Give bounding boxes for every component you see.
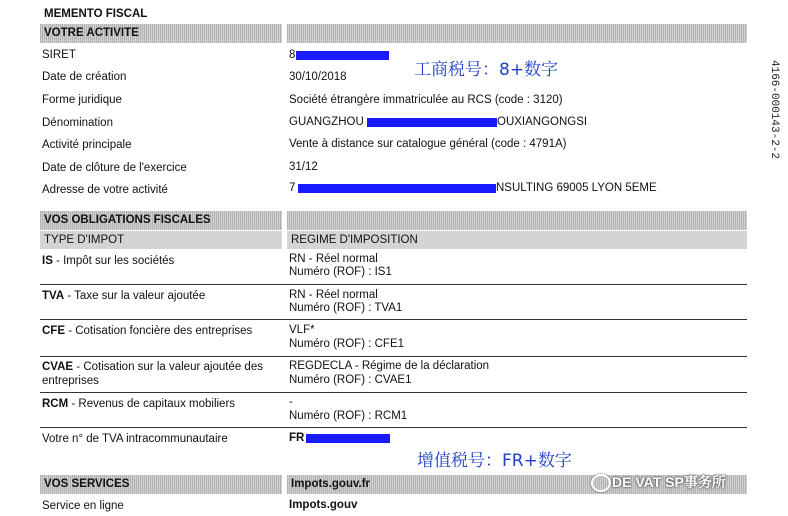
row-divider bbox=[40, 356, 747, 357]
value-adresse-prefix: 7 bbox=[289, 182, 296, 194]
label-forme-juridique: Forme juridique bbox=[42, 94, 122, 106]
services-header: VOS SERVICES bbox=[44, 478, 130, 490]
col-regime-imposition: REGIME D'IMPOSITION bbox=[291, 234, 418, 246]
row-cfe-type bbox=[42, 325, 252, 337]
cvae-rof: Numéro (ROF) : CVAE1 bbox=[289, 374, 412, 386]
value-forme-juridique: Société étrangère immatriculée au RCS (code : 3120) bbox=[289, 94, 563, 106]
siret-annotation: 工商税号：8+数字 bbox=[414, 60, 559, 80]
tva-intra-redaction bbox=[306, 434, 390, 443]
cfe-code: CFE bbox=[42, 325, 65, 337]
value-adresse-suffix: NSULTING 69005 LYON 5EME bbox=[496, 182, 657, 194]
tva-code: TVA bbox=[42, 290, 65, 302]
value-denomination-suffix: OUXIANGONGSI bbox=[497, 116, 588, 128]
cfe-regime: VLF* bbox=[289, 324, 315, 336]
rcm-regime: - bbox=[289, 396, 293, 408]
tva-regime: RN - Réel normal bbox=[289, 289, 378, 301]
cvae-code: CVAE bbox=[42, 361, 74, 373]
row-divider bbox=[40, 427, 747, 428]
cvae-desc-line2: entreprises bbox=[42, 375, 99, 387]
label-date-cloture: Date de clôture de l'exercice bbox=[42, 162, 187, 174]
col-type-impot: TYPE D'IMPOT bbox=[44, 234, 125, 246]
services-header-bar bbox=[40, 475, 282, 494]
is-rof: Numéro (ROF) : IS1 bbox=[289, 266, 392, 278]
label-date-creation: Date de création bbox=[42, 71, 127, 83]
tva-annotation: 增值税号：FR+数字 bbox=[417, 451, 572, 471]
label-adresse: Adresse de votre activité bbox=[42, 184, 168, 196]
services-header-value: Impots.gouv.fr bbox=[291, 478, 371, 490]
col-header-type bbox=[40, 231, 282, 249]
cfe-rof: Numéro (ROF) : CFE1 bbox=[289, 338, 405, 350]
row-divider bbox=[40, 319, 747, 320]
tva-desc: - Taxe sur la valeur ajoutée bbox=[64, 290, 206, 302]
denomination-redaction bbox=[367, 118, 497, 127]
obligations-header-bar bbox=[40, 211, 282, 230]
tva-rof: Numéro (ROF) : TVA1 bbox=[289, 302, 403, 314]
label-activite-principale: Activité principale bbox=[42, 139, 132, 151]
is-code: IS bbox=[42, 255, 53, 267]
rcm-code: RCM bbox=[42, 398, 69, 410]
col-header-regime bbox=[287, 231, 747, 249]
row-rcm-type bbox=[42, 398, 235, 410]
activite-header: VOTRE ACTIVITE bbox=[44, 27, 139, 39]
wechat-icon bbox=[591, 474, 611, 492]
value-siret: 8 bbox=[289, 49, 296, 61]
label-siret: SIRET bbox=[42, 49, 76, 61]
row-cvae-type bbox=[42, 361, 263, 373]
adresse-redaction bbox=[298, 184, 496, 193]
side-document-code: 4166-000143-2-2 bbox=[768, 60, 780, 160]
value-activite-principale: Vente à distance sur catalogue général (code : 4791A) bbox=[289, 138, 567, 150]
row-divider bbox=[40, 392, 747, 393]
cvae-regime: REGDECLA - Régime de la déclaration bbox=[289, 360, 490, 372]
label-denomination: Dénomination bbox=[42, 117, 113, 129]
value-date-cloture: 31/12 bbox=[289, 161, 318, 173]
is-regime: RN - Réel normal bbox=[289, 253, 378, 265]
row-divider bbox=[40, 284, 747, 285]
obligations-header: VOS OBLIGATIONS FISCALES bbox=[44, 214, 211, 226]
cvae-desc: - Cotisation sur la valeur ajoutée des bbox=[73, 361, 263, 373]
is-desc: - Impôt sur les sociétés bbox=[52, 255, 175, 267]
service-en-ligne-label: Service en ligne bbox=[42, 500, 124, 512]
tva-intra-value: FR bbox=[289, 432, 305, 444]
watermark: DE VAT SP事务所 bbox=[612, 474, 726, 490]
service-en-ligne-value: Impots.gouv bbox=[289, 499, 358, 511]
value-date-creation: 30/10/2018 bbox=[289, 71, 347, 83]
activite-header-bar-right bbox=[287, 24, 747, 43]
siret-redaction bbox=[296, 51, 389, 60]
row-is-type bbox=[42, 255, 174, 267]
tva-intra-label: Votre n° de TVA intracommunautaire bbox=[42, 433, 228, 445]
cfe-desc: - Cotisation foncière des entreprises bbox=[65, 325, 253, 337]
document-title: MEMENTO FISCAL bbox=[44, 8, 148, 20]
rcm-desc: - Revenus de capitaux mobiliers bbox=[68, 398, 236, 410]
obligations-header-bar-right bbox=[287, 211, 747, 230]
row-tva-type bbox=[42, 290, 205, 302]
value-denomination-prefix: GUANGZHOU bbox=[289, 116, 364, 128]
activite-header-bar bbox=[40, 24, 282, 43]
rcm-rof: Numéro (ROF) : RCM1 bbox=[289, 410, 408, 422]
